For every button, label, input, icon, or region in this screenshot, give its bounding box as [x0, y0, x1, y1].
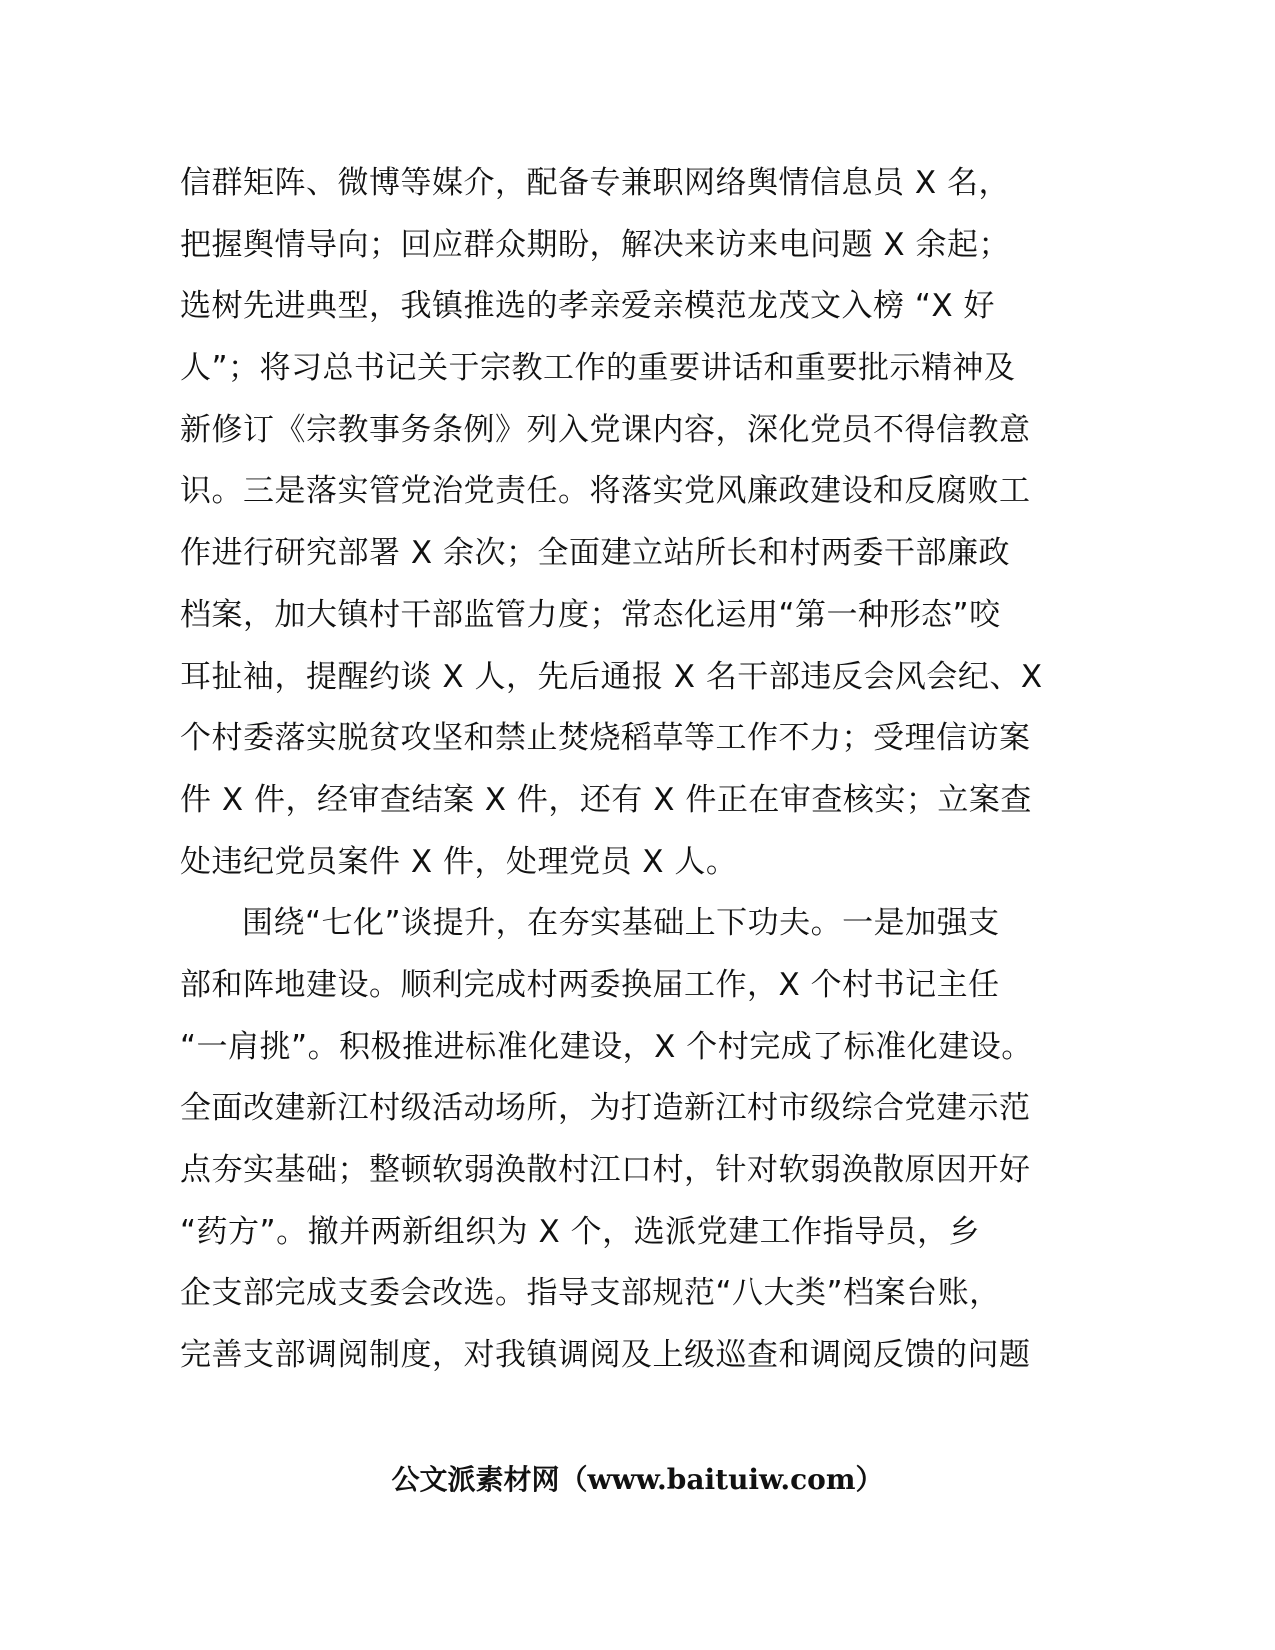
text-line: 处违纪党员案件 X 件，处理党员 X 人。 — [180, 843, 738, 880]
text-line: 企支部完成支委会改选。指导支部规范“八大类”档案台账， — [180, 1275, 1001, 1312]
text-line: 围绕“七化”谈提升，在夯实基础上下功夫。一是加强支 — [242, 905, 1000, 942]
text-line: 耳扯袖，提醒约谈 X 人，先后通报 X 名干部违反会风会纪、X — [180, 658, 1043, 695]
footer-watermark: 公文派素材网（www.baituiw.com） — [391, 1463, 884, 1496]
text-line: 件 X 件，经审查结案 X 件，还有 X 件正在审查核实；立案查 — [180, 781, 1032, 818]
text-line: 作进行研究部署 X 余次；全面建立站所长和村两委干部廉政 — [180, 535, 1010, 572]
text-line: 识。三是落实管党治党责任。将落实党风廉政建设和反腐败工 — [180, 473, 1031, 510]
text-line: 档案，加大镇村干部监管力度；常态化运用“第一种形态”咬 — [180, 596, 1001, 633]
text-line: 人”；将习总书记关于宗教工作的重要讲话和重要批示精神及 — [180, 350, 1016, 387]
text-line: 个村委落实脱贫攻坚和禁止焚烧稻草等工作不力；受理信访案 — [180, 720, 1031, 757]
body-text — [180, 153, 1060, 1387]
text-line: 点夯实基础；整顿软弱涣散村江口村，针对软弱涣散原因开好 — [180, 1152, 1031, 1188]
text-line: 选树先进典型，我镇推选的孝亲爱亲模范龙茂文入榜 “X 好 — [180, 288, 996, 325]
text-line: 全面改建新江村级活动场所，为打造新江村市级综合党建示范 — [180, 1090, 1031, 1127]
text-line: 新修订《宗教事务条例》列入党课内容，深化党员不得信教意 — [180, 411, 1031, 448]
text-line: 信群矩阵、微博等媒介，配备专兼职网络舆情信息员 X 名， — [180, 165, 1010, 201]
text-line: 完善支部调阅制度，对我镇调阅及上级巡查和调阅反馈的问题 — [180, 1337, 1031, 1374]
text-line: “药方”。撤并两新组织为 X 个，选派党建工作指导员，乡 — [180, 1213, 981, 1250]
text-line: 部和阵地建设。顺利完成村两委换届工作，X 个村书记主任 — [180, 966, 1000, 1003]
text-line: 把握舆情导向；回应群众期盼，解决来访来电问题 X 余起； — [180, 226, 1010, 263]
text-line: “一肩挑”。积极推进标准化建设，X 个村完成了标准化建设。 — [180, 1028, 1033, 1065]
